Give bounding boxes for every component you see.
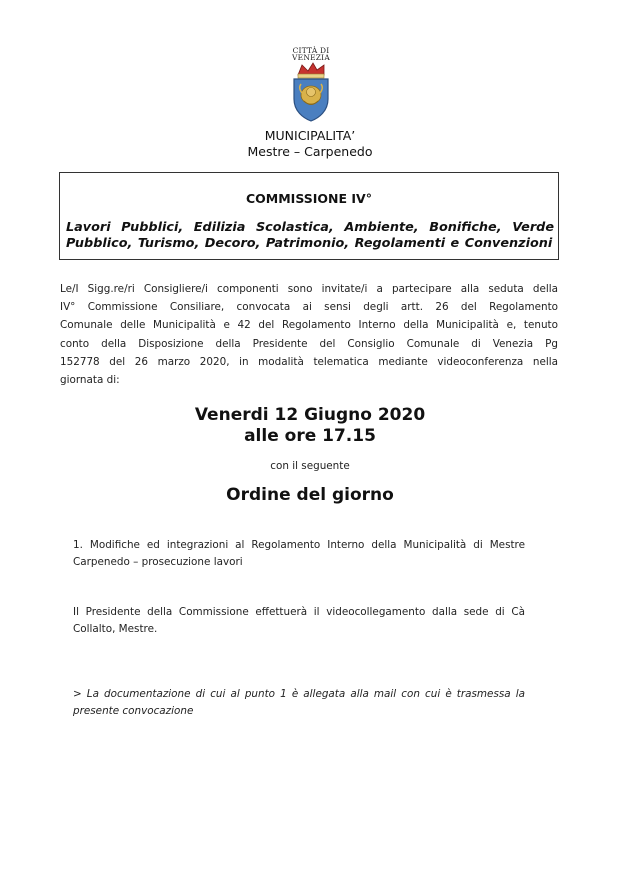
agenda-heading: Ordine del giorno: [226, 485, 394, 505]
agenda-item-line: Carpenedo – prosecuzione lavori: [73, 555, 243, 568]
meeting-date: Venerdi 12 Giugno 2020: [194, 405, 426, 425]
president-note: [73, 604, 525, 637]
agenda-item-line: 1. Modifiche ed integrazioni al Regolamento Interno della Municipalità di Mestre: [73, 539, 525, 551]
logo-text-citta: CITTÀ DI: [292, 46, 330, 55]
commission-subtitle: [66, 220, 554, 252]
meeting-time: alle ore 17.15: [244, 426, 376, 446]
intro-line: IV° Commissione Consiliare, convocata ai sensi degli artt. 26 del Regolamento: [60, 301, 558, 314]
venice-crest-icon: [286, 61, 336, 123]
intro-line: Le/I Sigg.re/ri Consigliere/i componenti sono invitate/i a partecipare alla seduta della: [60, 283, 558, 295]
intro-paragraph: [60, 280, 558, 389]
following-text: con il seguente: [270, 460, 350, 472]
agenda-item: [73, 537, 525, 570]
president-note-line: Collalto, Mestre.: [73, 622, 158, 635]
municipality-title: MUNICIPALITA’: [264, 128, 356, 143]
intro-line: conto della Disposizione della Presidente del Consiglio Comunale di Venezia Pg: [60, 337, 558, 350]
commission-title: COMMISSIONE IV°: [246, 191, 372, 206]
attachment-note-line: > La documentazione di cui al punto 1 è allegata alla mail con cui è trasmessa la: [73, 688, 525, 700]
intro-line: Comunale delle Municipalità e 42 del Regolamento Interno della Municipalità e, tenuto: [60, 319, 558, 332]
city-logo: [286, 47, 336, 123]
commission-box: [59, 172, 559, 260]
intro-line: 152778 del 26 marzo 2020, in modalità telematica mediante videoconferenza nella: [60, 355, 558, 368]
president-note-line: Il Presidente della Commissione effettuerà il videocollegamento dalla sede di Cà: [73, 606, 525, 618]
logo-text-venezia: VENEZIA: [292, 53, 330, 62]
attachment-note: [73, 686, 525, 719]
attachment-note-line: presente convocazione: [73, 704, 194, 717]
commission-subtitle-line1: Lavori Pubblici, Edilizia Scolastica, Ambiente, Bonifiche, Verde: [66, 220, 554, 235]
commission-subtitle-line2: Pubblico, Turismo, Decoro, Patrimonio, Regolamenti e Convenzioni: [66, 236, 553, 251]
intro-line: giornata di:: [60, 374, 120, 387]
municipality-subtitle: Mestre – Carpenedo: [247, 144, 373, 159]
